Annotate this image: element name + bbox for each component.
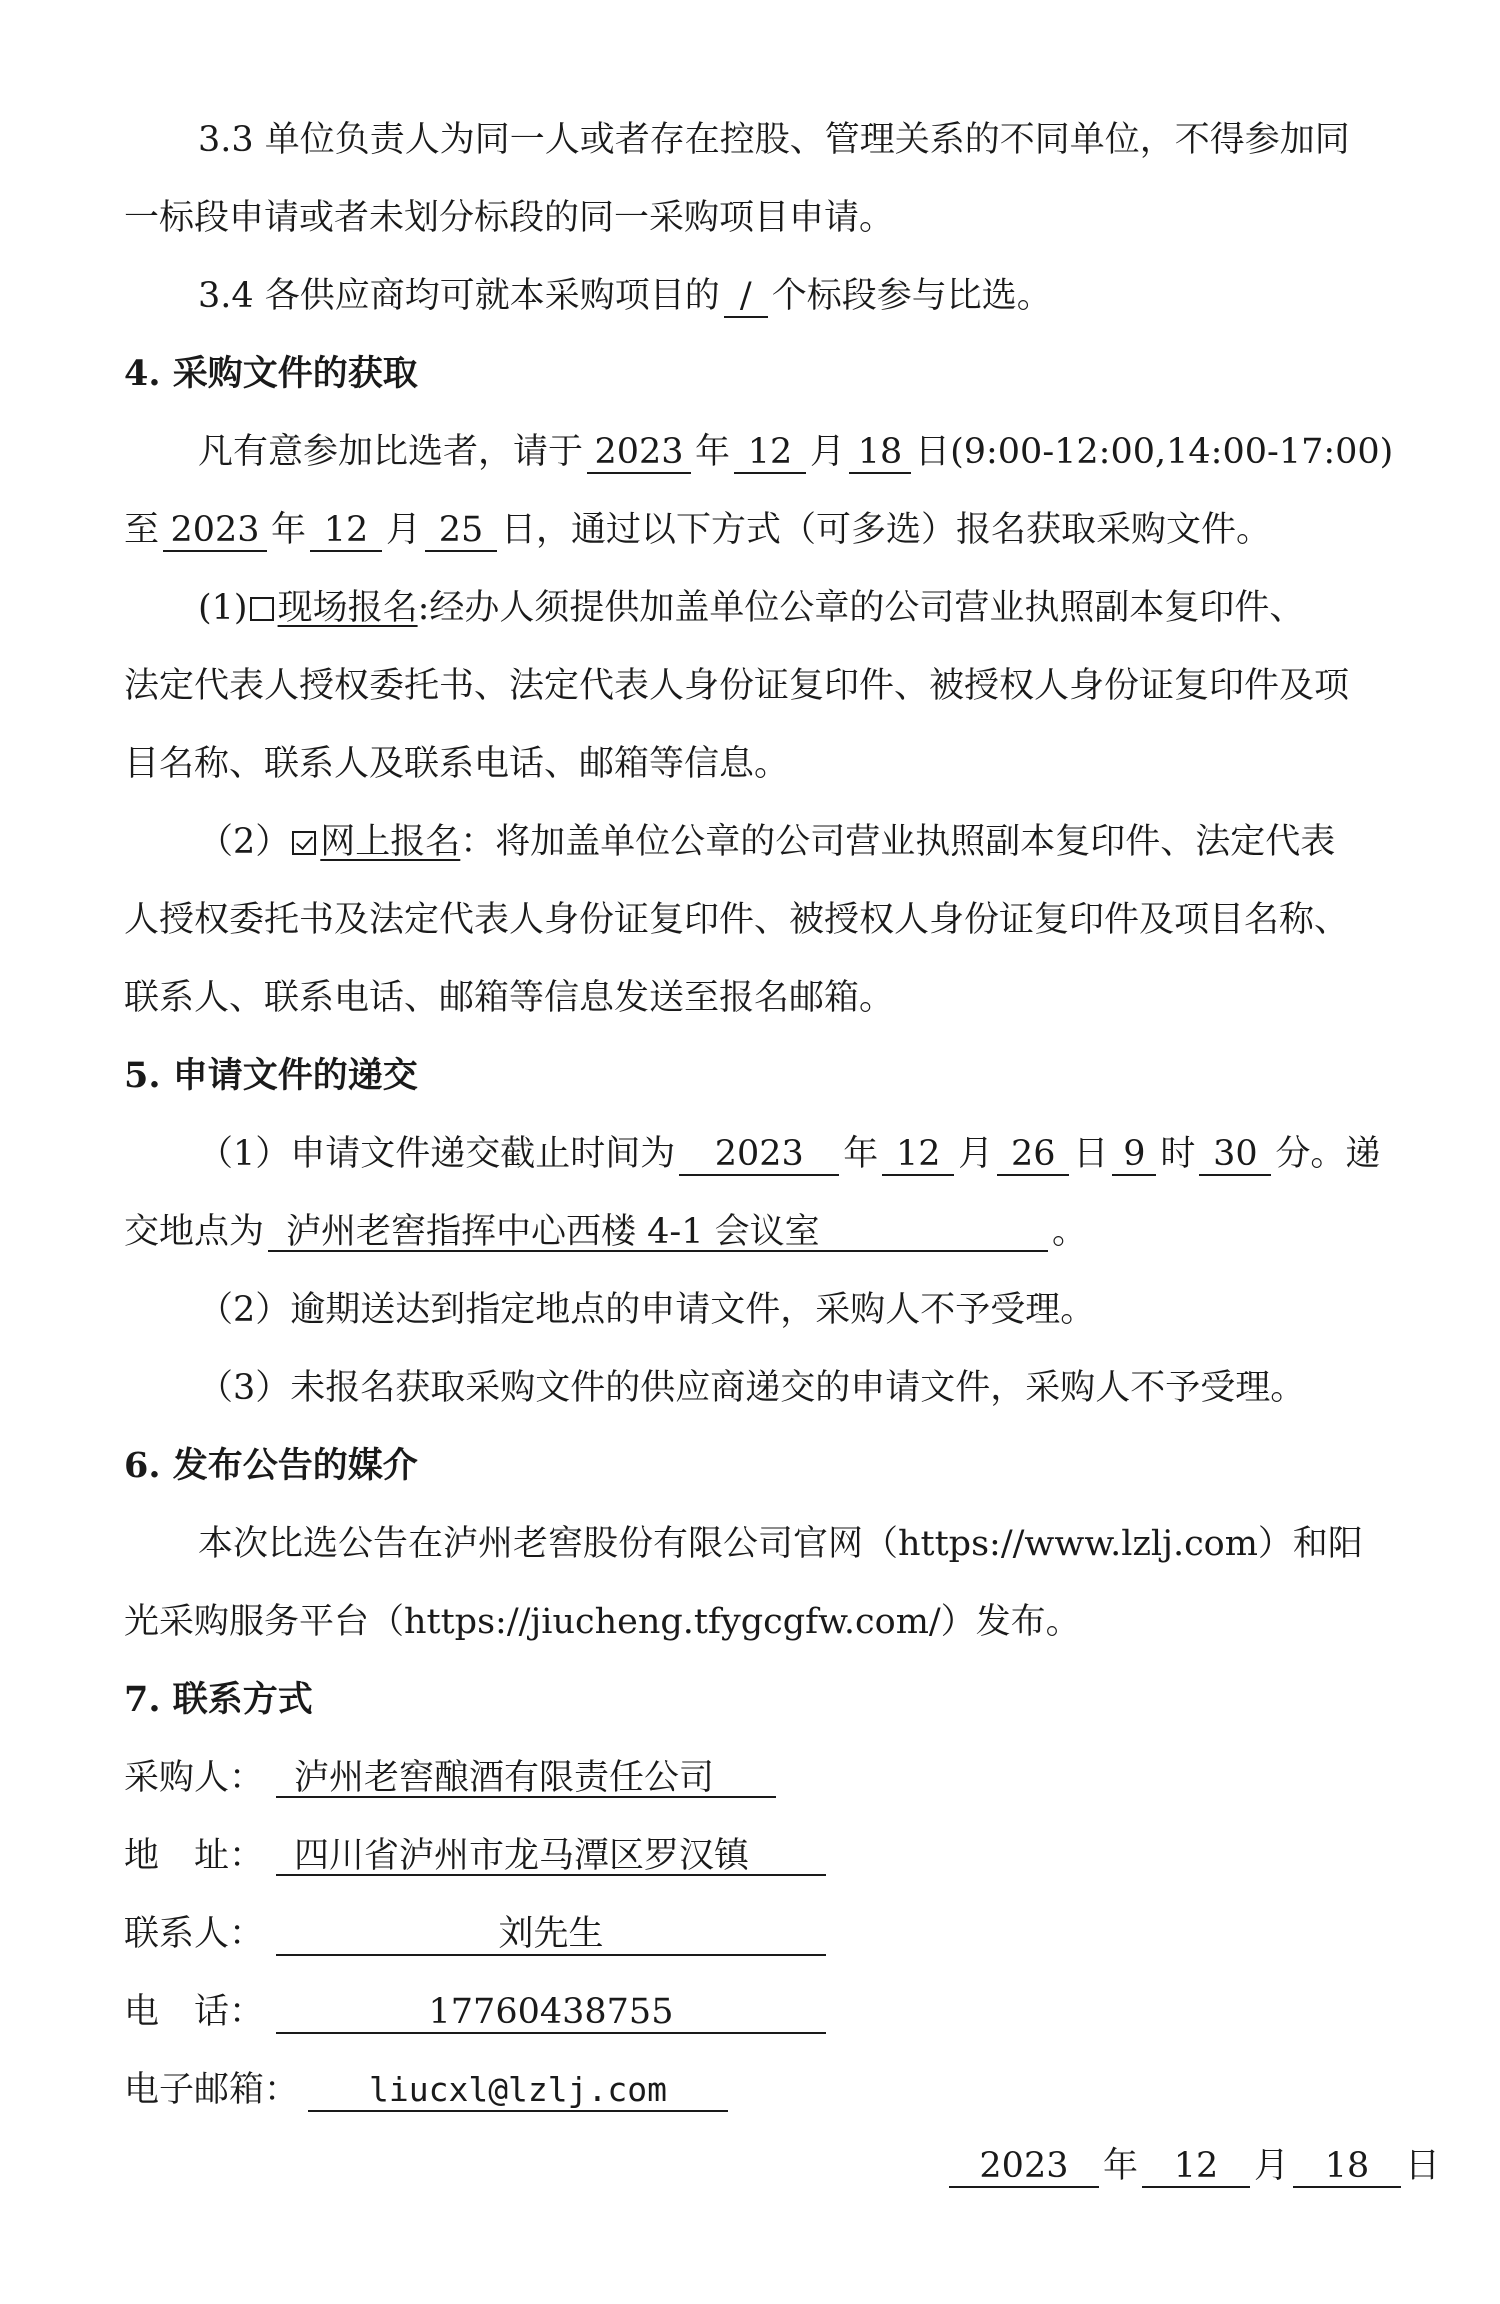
month-unit: 月: [1253, 2146, 1289, 2186]
para-4-intro: 凡有意参加比选者，请于: [198, 432, 584, 472]
option-online-line2: [124, 898, 1436, 942]
month-unit: 月: [958, 1134, 994, 1174]
option-onsite-text: :经办人须提供加盖单位公章的公司营业执照副本复印件、: [417, 588, 1305, 628]
start-day-blank: 18: [849, 430, 911, 474]
para-3-3-line2: [124, 196, 1436, 240]
deadline-minute-blank: 30: [1199, 1132, 1271, 1176]
para-5-2-text: （2）逾期送达到指定地点的申请文件，采购人不予受理。: [198, 1290, 1096, 1330]
option-onsite-line1: [198, 586, 1436, 630]
contact-value: 刘先生: [276, 1912, 826, 1956]
day-unit: 日: [1404, 2146, 1440, 2186]
deadline-month-blank: 12: [882, 1132, 954, 1176]
option-onsite-number: (1): [198, 588, 248, 628]
year-unit: 年: [843, 1134, 879, 1174]
option-onsite-label: 现场报名: [277, 588, 418, 628]
day-unit: 日: [1073, 1134, 1109, 1174]
footer-date: [880, 2144, 1440, 2188]
time-range: (9:00-12:00,14:00-17:00): [950, 432, 1394, 472]
para-3-3-text: 3.3 单位负责人为同一人或者存在控股、管理关系的不同单位，不得参加同: [198, 120, 1350, 160]
purchaser-label: 采购人：: [124, 1758, 265, 1798]
year-unit: 年: [271, 510, 307, 550]
para-6-line2: [124, 1600, 1436, 1644]
address-label: 地 址：: [124, 1836, 265, 1876]
contact-purchaser: [124, 1756, 1436, 1800]
para-3-4: [198, 274, 1436, 318]
para-6-text: 本次比选公告在泸州老窖股份有限公司官网（https://www.lzlj.com）和阳: [198, 1524, 1363, 1564]
para-5-1-line1: [198, 1132, 1436, 1176]
lot-count-blank: /: [724, 274, 768, 318]
location-intro: 交地点为: [124, 1212, 265, 1252]
address-value: 四川省泸州市龙马潭区罗汉镇: [276, 1834, 826, 1876]
to-label: 至: [124, 510, 160, 550]
deadline-intro: （1）申请文件递交截止时间为: [198, 1134, 676, 1174]
footer-day: 18: [1293, 2144, 1401, 2188]
checkbox-online-checked-icon[interactable]: [292, 831, 316, 855]
para-5-3: [198, 1366, 1436, 1410]
purchaser-value: 泸州老窖酿酒有限责任公司: [276, 1756, 776, 1798]
phone-value: 17760438755: [276, 1990, 826, 2034]
option-online-line1: [198, 820, 1436, 864]
section-4-heading: [124, 352, 1436, 396]
section-7-heading-text: 7. 联系方式: [124, 1679, 313, 1720]
contact-phone: [124, 1990, 1436, 2034]
para-4-method-text: 日，通过以下方式（可多选）报名获取采购文件。: [501, 510, 1272, 550]
deadline-day-blank: 26: [997, 1132, 1069, 1176]
option-onsite-line2: [124, 664, 1436, 708]
para-3-4-pre: 3.4 各供应商均可就本采购项目的: [198, 276, 720, 316]
section-5-heading: [124, 1054, 1436, 1098]
para-4-line1: [198, 430, 1436, 474]
phone-label: 电 话：: [124, 1992, 265, 2032]
para-4-line2: [124, 508, 1436, 552]
para-5-1-line2: [124, 1210, 1436, 1254]
para-6-line1: [198, 1522, 1436, 1566]
location-end: 。: [1052, 1212, 1088, 1252]
option-online-text-3: 联系人、联系电话、邮箱等信息发送至报名邮箱。: [124, 978, 895, 1018]
option-online-label: 网上报名: [320, 822, 461, 862]
footer-year: 2023: [949, 2144, 1099, 2188]
option-onsite-line3: [124, 742, 1436, 786]
location-blank: 泸州老窖指挥中心西楼 4-1 会议室: [268, 1210, 1048, 1252]
deadline-hour-blank: 9: [1112, 1132, 1156, 1176]
year-unit: 年: [1102, 2146, 1138, 2186]
footer-month: 12: [1142, 2144, 1250, 2188]
option-online-line3: [124, 976, 1436, 1020]
para-3-3-text-cont: 一标段申请或者未划分标段的同一采购项目申请。: [124, 198, 895, 238]
option-online-text-2: 人授权委托书及法定代表人身份证复印件、被授权人身份证复印件及项目名称、: [124, 900, 1350, 940]
contact-label: 联系人：: [124, 1914, 265, 1954]
end-month-blank: 12: [310, 508, 382, 552]
year-unit: 年: [695, 432, 731, 472]
option-onsite-text-2: 法定代表人授权委托书、法定代表人身份证复印件、被授权人身份证复印件及项: [124, 666, 1350, 706]
month-unit: 月: [386, 510, 422, 550]
day-unit: 日: [915, 432, 951, 472]
section-6-heading-text: 6. 发布公告的媒介: [124, 1445, 418, 1486]
contact-person: [124, 1912, 1436, 1956]
contact-email: [124, 2068, 1436, 2112]
para-5-3-text: （3）未报名获取采购文件的供应商递交的申请文件，采购人不予受理。: [198, 1368, 1306, 1408]
section-7-heading: [124, 1678, 1436, 1722]
contact-address: [124, 1834, 1436, 1878]
email-label: 电子邮箱：: [124, 2070, 300, 2110]
para-6-text-2: 光采购服务平台（https://jiucheng.tfygcgfw.com/）发布。: [124, 1602, 1081, 1642]
section-6-heading: [124, 1444, 1436, 1488]
hour-unit: 时: [1160, 1134, 1196, 1174]
email-value[interactable]: liucxl@lzlj.com: [308, 2068, 728, 2112]
deadline-year-blank: 2023: [679, 1132, 839, 1176]
para-5-2: [198, 1288, 1436, 1332]
checkbox-onsite-icon[interactable]: [250, 597, 274, 621]
section-5-heading-text: 5. 申请文件的递交: [124, 1055, 418, 1096]
end-year-blank: 2023: [163, 508, 267, 552]
section-4-heading-text: 4. 采购文件的获取: [124, 353, 418, 394]
start-year-blank: 2023: [587, 430, 691, 474]
option-online-text: ：将加盖单位公章的公司营业执照副本复印件、法定代表: [460, 822, 1336, 862]
option-onsite-text-3: 目名称、联系人及联系电话、邮箱等信息。: [124, 744, 790, 784]
para-3-3-line1: [198, 118, 1436, 162]
end-day-blank: 25: [425, 508, 497, 552]
start-month-blank: 12: [734, 430, 806, 474]
para-3-4-post: 个标段参与比选。: [771, 276, 1052, 316]
month-unit: 月: [810, 432, 846, 472]
minute-unit: 分。递: [1275, 1134, 1381, 1174]
option-online-number: （2）: [198, 822, 291, 862]
